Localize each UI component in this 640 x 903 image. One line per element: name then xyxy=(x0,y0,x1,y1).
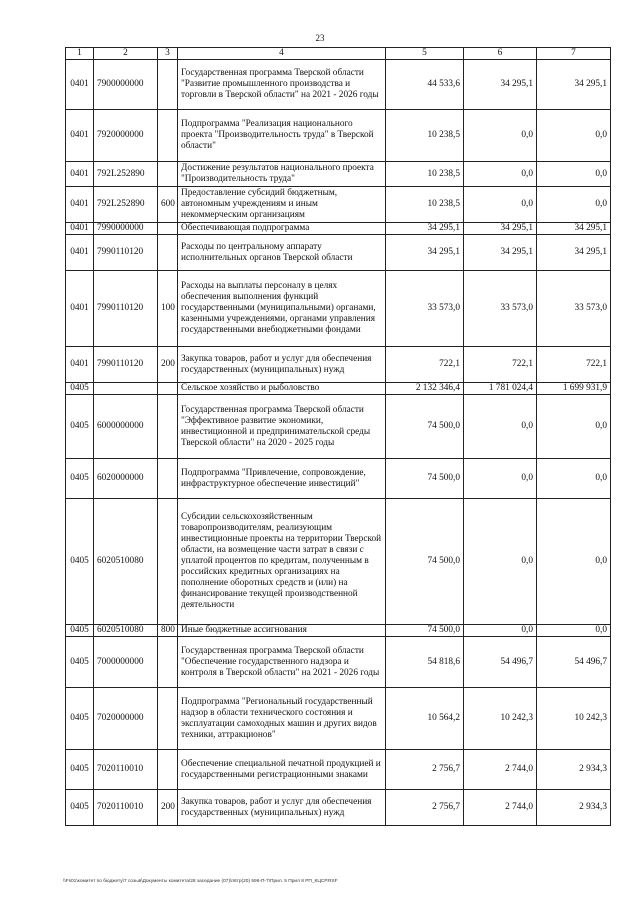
amount-col5: 10 238,5 xyxy=(386,187,464,223)
section-code: 0401 xyxy=(66,223,94,235)
expense-type-code xyxy=(158,60,178,110)
row-description: Обеспечивающая подпрограмма xyxy=(178,223,386,235)
table-row xyxy=(66,625,611,637)
table-row xyxy=(66,395,611,459)
amount-col7: 54 496,7 xyxy=(537,637,611,688)
amount-col5: 74 500,0 xyxy=(386,625,464,637)
target-article-code xyxy=(94,383,158,395)
section-code: 0405 xyxy=(66,625,94,637)
table-row xyxy=(66,110,611,162)
section-code: 0405 xyxy=(66,688,94,750)
amount-col5: 10 238,5 xyxy=(386,110,464,162)
expense-type-code xyxy=(158,110,178,162)
expense-type-code xyxy=(158,499,178,625)
amount-col6: 2 744,0 xyxy=(464,750,537,790)
amount-col7: 10 242,3 xyxy=(537,688,611,750)
row-description: Предоставление субсидий бюджетным, автономным учреждениям и иным некоммерческим организациям xyxy=(178,187,386,223)
target-article-code: 792L252890 xyxy=(94,162,158,187)
amount-col5: 74 500,0 xyxy=(386,499,464,625)
row-description: Подпрограмма "Реализация национального проекта "Производительность труда" в Тверской области" xyxy=(178,110,386,162)
expense-type-code xyxy=(158,383,178,395)
amount-col7: 0,0 xyxy=(537,110,611,162)
section-code: 0401 xyxy=(66,162,94,187)
expense-type-code xyxy=(158,395,178,459)
table-row xyxy=(66,223,611,235)
section-code: 0405 xyxy=(66,750,94,790)
column-header: 5 xyxy=(386,48,464,60)
amount-col5: 10 564,2 xyxy=(386,688,464,750)
section-code: 0401 xyxy=(66,271,94,347)
column-number-row xyxy=(66,48,611,60)
column-header: 4 xyxy=(178,48,386,60)
target-article-code: 792L252890 xyxy=(94,187,158,223)
expense-type-code xyxy=(158,459,178,499)
expense-type-code xyxy=(158,637,178,688)
section-code: 0405 xyxy=(66,637,94,688)
column-header: 6 xyxy=(464,48,537,60)
amount-col6: 0,0 xyxy=(464,187,537,223)
row-description: Сельское хозяйство и рыболовство xyxy=(178,383,386,395)
expense-type-code xyxy=(158,688,178,750)
row-description: Государственная программа Тверской области "Развитие промышленного производства и торговли в Тверской области" на 2021 - 2026 годы xyxy=(178,60,386,110)
table-row xyxy=(66,459,611,499)
amount-col5: 33 573,0 xyxy=(386,271,464,347)
amount-col6: 33 573,0 xyxy=(464,271,537,347)
target-article-code: 6020510080 xyxy=(94,625,158,637)
amount-col6: 34 295,1 xyxy=(464,223,537,235)
amount-col5: 44 533,6 xyxy=(386,60,464,110)
row-description: Расходы по центральному аппарату исполнительных органов Тверской области xyxy=(178,235,386,271)
row-description: Государственная программа Тверской области "Обеспечение государственного надзора и контроля в Тверской области" на 2021 - 2026 годы xyxy=(178,637,386,688)
table-row xyxy=(66,688,611,750)
target-article-code: 7020110010 xyxy=(94,790,158,826)
amount-col5: 74 500,0 xyxy=(386,459,464,499)
target-article-code: 7990110120 xyxy=(94,347,158,383)
row-description: Закупка товаров, работ и услуг для обеспечения государственных (муниципальных) нужд xyxy=(178,790,386,826)
budget-table xyxy=(65,47,611,826)
expense-type-code: 800 xyxy=(158,625,178,637)
target-article-code: 7000000000 xyxy=(94,637,158,688)
row-description: Расходы на выплаты персоналу в целях обеспечения выполнения функций государственными (муниципальными) органами, казенными учреждениями, органами управления государственными внебюджетными фондами xyxy=(178,271,386,347)
amount-col7: 722,1 xyxy=(537,347,611,383)
amount-col5: 74 500,0 xyxy=(386,395,464,459)
table-row xyxy=(66,235,611,271)
amount-col7: 2 934,3 xyxy=(537,790,611,826)
amount-col5: 34 295,1 xyxy=(386,235,464,271)
target-article-code: 6020510080 xyxy=(94,499,158,625)
column-header: 1 xyxy=(66,48,94,60)
amount-col7: 1 699 931,9 xyxy=(537,383,611,395)
section-code: 0405 xyxy=(66,383,94,395)
table-row xyxy=(66,637,611,688)
section-code: 0401 xyxy=(66,110,94,162)
expense-type-code: 200 xyxy=(158,347,178,383)
amount-col7: 2 934,3 xyxy=(537,750,611,790)
table-row xyxy=(66,162,611,187)
amount-col6: 54 496,7 xyxy=(464,637,537,688)
amount-col6: 34 295,1 xyxy=(464,60,537,110)
target-article-code: 6020000000 xyxy=(94,459,158,499)
section-code: 0405 xyxy=(66,459,94,499)
amount-col7: 34 295,1 xyxy=(537,60,611,110)
column-header: 2 xyxy=(94,48,158,60)
table-row xyxy=(66,750,611,790)
table-row xyxy=(66,60,611,110)
amount-col6: 0,0 xyxy=(464,110,537,162)
footer-file-path: \\Fs01\комитет по бюджету\7 созыв\Документы комитета\28 заседание (07)\п6тр(20) 596-П-7\Прил. 5 Прил 8 РП_КЦСР.RSF xyxy=(63,879,338,884)
amount-col7: 0,0 xyxy=(537,625,611,637)
target-article-code: 7920000000 xyxy=(94,110,158,162)
row-description: Иные бюджетные ассигнования xyxy=(178,625,386,637)
table-row xyxy=(66,271,611,347)
amount-col6: 0,0 xyxy=(464,625,537,637)
table-row xyxy=(66,790,611,826)
table-row xyxy=(66,347,611,383)
amount-col6: 1 781 024,4 xyxy=(464,383,537,395)
amount-col6: 722,1 xyxy=(464,347,537,383)
expense-type-code xyxy=(158,223,178,235)
amount-col6: 0,0 xyxy=(464,162,537,187)
row-description: Государственная программа Тверской области "Эффективное развитие экономики, инвестиционной и предпринимательской среды Тверской области" на 2020 - 2025 годы xyxy=(178,395,386,459)
amount-col5: 2 756,7 xyxy=(386,750,464,790)
amount-col6: 2 744,0 xyxy=(464,790,537,826)
amount-col7: 34 295,1 xyxy=(537,235,611,271)
amount-col5: 54 818,6 xyxy=(386,637,464,688)
section-code: 0401 xyxy=(66,60,94,110)
target-article-code: 6000000000 xyxy=(94,395,158,459)
target-article-code: 7020110010 xyxy=(94,750,158,790)
row-description: Субсидии сельскохозяйственным товаропроизводителям, реализующим инвестиционные проекты на территории Тверской области, на возмещение части затрат в связи с уплатой процентов по кредитам, полученным в российских кредитных организациях на пополнение оборотных средств и (или) на финансирование текущей производственной деятельности xyxy=(178,499,386,625)
target-article-code: 7020000000 xyxy=(94,688,158,750)
amount-col5: 10 238,5 xyxy=(386,162,464,187)
amount-col6: 34 295,1 xyxy=(464,235,537,271)
expense-type-code xyxy=(158,750,178,790)
amount-col6: 10 242,3 xyxy=(464,688,537,750)
amount-col5: 722,1 xyxy=(386,347,464,383)
amount-col7: 0,0 xyxy=(537,459,611,499)
column-header: 7 xyxy=(537,48,611,60)
table-row xyxy=(66,383,611,395)
section-code: 0401 xyxy=(66,187,94,223)
row-description: Подпрограмма "Привлечение, сопровождение, инфраструктурное обеспечение инвестиций" xyxy=(178,459,386,499)
amount-col7: 0,0 xyxy=(537,187,611,223)
amount-col7: 33 573,0 xyxy=(537,271,611,347)
expense-type-code xyxy=(158,235,178,271)
table-row xyxy=(66,187,611,223)
amount-col5: 34 295,1 xyxy=(386,223,464,235)
amount-col6: 0,0 xyxy=(464,499,537,625)
amount-col6: 0,0 xyxy=(464,395,537,459)
row-description: Обеспечение специальной печатной продукцией и государственными регистрационными знаками xyxy=(178,750,386,790)
amount-col7: 0,0 xyxy=(537,395,611,459)
column-header: 3 xyxy=(158,48,178,60)
expense-type-code: 100 xyxy=(158,271,178,347)
section-code: 0405 xyxy=(66,790,94,826)
table-row xyxy=(66,499,611,625)
section-code: 0401 xyxy=(66,347,94,383)
target-article-code: 7990110120 xyxy=(94,235,158,271)
amount-col5: 2 756,7 xyxy=(386,790,464,826)
target-article-code: 7900000000 xyxy=(94,60,158,110)
row-description: Подпрограмма "Региональный государственный надзор в области технического состояния и эксплуатации самоходных машин и других видов техники, аттракционов" xyxy=(178,688,386,750)
amount-col6: 0,0 xyxy=(464,459,537,499)
section-code: 0405 xyxy=(66,499,94,625)
target-article-code: 7990110120 xyxy=(94,271,158,347)
section-code: 0405 xyxy=(66,395,94,459)
expense-type-code: 200 xyxy=(158,790,178,826)
amount-col7: 0,0 xyxy=(537,162,611,187)
amount-col7: 0,0 xyxy=(537,499,611,625)
row-description: Достижение результатов национального проекта "Производительность труда" xyxy=(178,162,386,187)
target-article-code: 7990000000 xyxy=(94,223,158,235)
expense-type-code xyxy=(158,162,178,187)
expense-type-code: 600 xyxy=(158,187,178,223)
page-number: 23 xyxy=(315,33,325,43)
section-code: 0401 xyxy=(66,235,94,271)
amount-col7: 34 295,1 xyxy=(537,223,611,235)
row-description: Закупка товаров, работ и услуг для обеспечения государственных (муниципальных) нужд xyxy=(178,347,386,383)
amount-col5: 2 132 346,4 xyxy=(386,383,464,395)
